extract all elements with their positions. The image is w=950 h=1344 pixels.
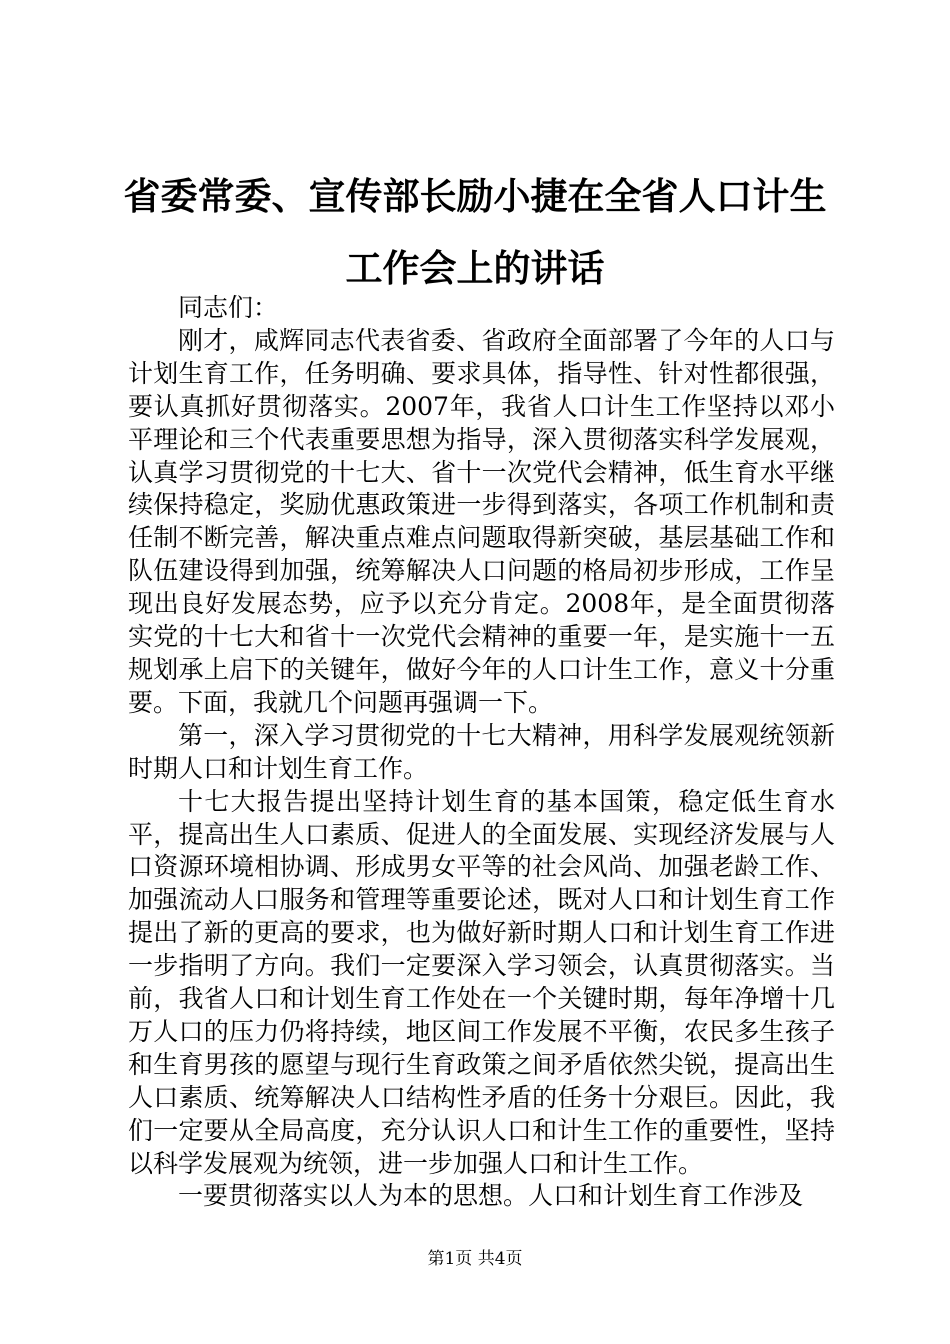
document-body xyxy=(128,292,835,1213)
page-footer: 第1页 共4页 xyxy=(427,1249,523,1269)
document-title: 省委常委、宣传部长励小捷在全省人口计生工作会上的讲话 xyxy=(123,174,827,290)
paragraph: 一要贯彻落实以人为本的思想。人口和计划生育工作涉及 xyxy=(178,1181,804,1211)
paragraph: 十七大报告提出坚持计划生育的基本国策，稳定低生育水平，提高出生人口素质、促进人的全面发展、实现经济发展与人口资源环境相协调、形成男女平等的社会风尚、加强老龄工作、加强流动人口服务和管理等重要论述，既对人口和计划生育工作提出了新的更高的要求，也为做好新时期人口和计划生育工作进一步指明了方向。我们一定要深入学习领会，认真贯彻落实。当前，我省人口和计划生育工作处在一个关键时期，每年净增十几万人口的压力仍将持续，地区间工作发展不平衡，农民多生孩子和生育男孩的愿望与现行生育政策之间矛盾依然尖锐，提高出生人口素质、统筹解决人口结构性矛盾的任务十分艰巨。因此，我们一定要从全局高度，充分认识人口和计生工作的重要性，坚持以科学发展观为统领，进一步加强人口和计生工作。 xyxy=(128,786,835,1178)
salutation: 同志们： xyxy=(178,293,279,322)
section-heading: 第一，深入学习贯彻党的十七大精神，用科学发展观统领新时期人口和计划生育工作。 xyxy=(128,720,835,783)
paragraph: 刚才，咸辉同志代表省委、省政府全面部署了今年的人口与计划生育工作，任务明确、要求具体，指导性、针对性都很强，要认真抓好贯彻落实。2007年，我省人口计生工作坚持以邓小平理论和三个代表重要思想为指导，深入贯彻落实科学发展观，认真学习贯彻党的十七大、省十一次党代会精神，低生育水平继续保持稳定，奖励优惠政策进一步得到落实，各项工作机制和责任制不断完善，解决重点难点问题取得新突破，基层基础工作和队伍建设得到加强，统筹解决人口问题的格局初步形成，工作呈现出良好发展态势，应予以充分肯定。2008年，是全面贯彻落实党的十七大和省十一次党代会精神的重要一年，是实施十一五规划承上启下的关键年，做好今年的人口计生工作，意义十分重要。下面，我就几个问题再强调一下。 xyxy=(128,325,835,717)
